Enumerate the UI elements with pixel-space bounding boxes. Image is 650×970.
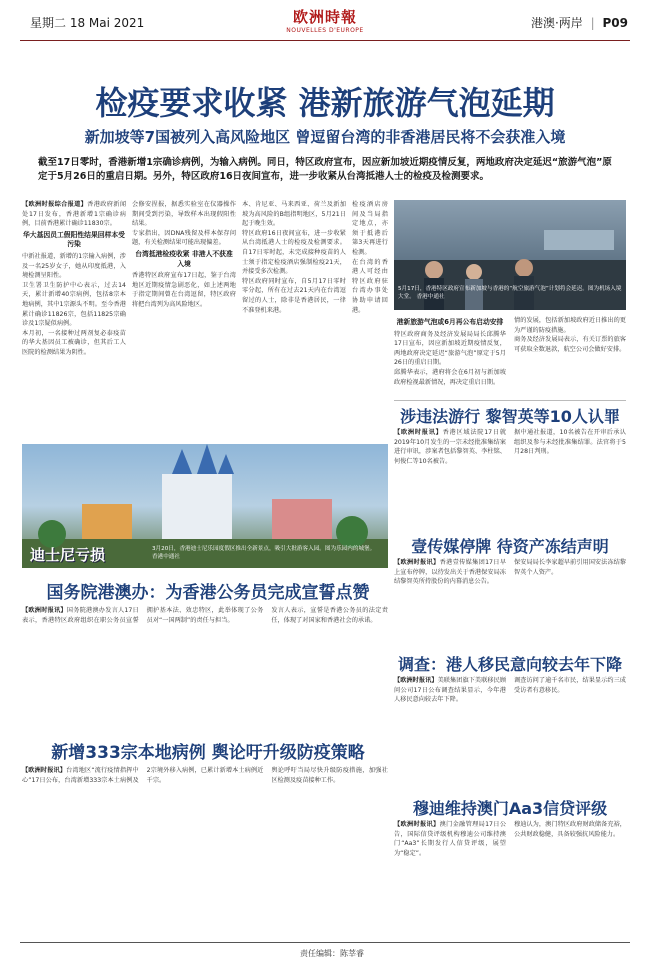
col2-p1: 会修安捏报，据悉实验室在仪器操作期间受到污染，导致样本出现假阳性结果。: [132, 201, 236, 228]
col1-p2: 中新社报道，新增的1宗输入病例，涉及一名25岁女子，她从印度抵港，入境检测呈阳性。: [22, 252, 126, 280]
newspaper-logo: [280, 6, 370, 34]
col5-p1: 特区政府商务及经济发展局局长邱腾华17日宣布，因应新加坡近期疫情反复，两地政府决定延迟“旅游气泡”原定于5月26日的重启日期。: [394, 330, 506, 367]
article-col-3: [242, 200, 346, 440]
col3-p1: 本、肯尼亚、马来西亚、荷兰及新加坡为高风险的B组指明地区，5月21日起于晚生效。: [242, 201, 346, 228]
col1-p1: 香港政府新闻处17日发布，香港新增1宗确诊病例，目前香港累计确诊11830宗。: [22, 201, 126, 228]
article-col-6: [514, 316, 626, 396]
logo-english: NOUVELLES D'EUROPE: [286, 27, 364, 34]
asset-tag: 【欧洲时报讯】: [394, 559, 440, 566]
col1-p4: 本月初，一名接种过两剂复必泰疫苗的华大基因员工被确诊，但其后工人医院的检测结果为阴性。: [22, 329, 126, 356]
local-p2: 舆论呼吁当局尽快升级防疫措施，加强社区检测及疫苗接种工作。: [271, 767, 388, 784]
protest-body: [394, 428, 626, 528]
footer-rule: [20, 942, 630, 943]
col5-subhead: 港新旅游气泡或6月再公布启动安排: [396, 318, 504, 326]
photo-disney-credit: 香港中通社: [152, 553, 180, 560]
civil-tag: 【欧洲时报讯】: [22, 607, 67, 614]
migration-p2: 调查访问了逾千名市民，结果显示约三成受访者有意移民。: [514, 677, 626, 694]
page-subheadline: 新加坡等7国被列入高风险地区 曾逗留台湾的非香港居民将不会获准入境: [84, 128, 566, 146]
col3-p3: 特区政府同时宣布，自5月17日零时零分起，所有在过去21天内在台湾逗留过的人士，除非是香港居民，一律不准登机来港。: [242, 277, 346, 314]
col6-p2: 商务及经济发展局表示，有关订票的旅客可获取全数退款，航空公司会做好安排。: [514, 336, 626, 353]
local-p1: 台湾地区“流行疫情指挥中心”17日公布，台湾新增333宗本土病例及2宗境外移入病例，已累计新增本土病例近千宗。: [22, 767, 264, 784]
macau-body: [394, 820, 626, 936]
page-headline: 检疫要求收紧 港新旅游气泡延期: [95, 84, 555, 122]
section-name: 港澳·两岸: [530, 16, 583, 30]
macau-title: 穆迪维持澳门Aa3信贷评级: [412, 799, 608, 818]
photo-airport-credit: 香港中通社: [416, 293, 445, 300]
photo-airport: [394, 200, 626, 310]
issue-date: 星期二 18 Mai 2021: [30, 16, 145, 30]
section-label: 港澳·两岸 | P09: [530, 16, 628, 30]
article-col-1: [22, 200, 126, 440]
editor-credit: 责任编辑：陈莘睿: [300, 949, 364, 958]
asset-p1: 香港壹传媒集团17日早上宣布停牌，以待发出关于香港保安局冻结黎智英所持股份的内幕消息公告。: [394, 559, 507, 586]
header-rule: [20, 40, 630, 41]
article-col-2: [132, 200, 236, 440]
col3-p2: 特区政府16日夜间宣布，进一步收紧从台湾抵港人士的检疫及检测要求。自17日零时起，未完成接种疫苗的人士须于指定检疫酒店强制检疫21天，并接受多次检测。: [242, 229, 346, 276]
migration-p1: 美联集团旗下美联移民顾问公司17日公布调查结果显示，今年港人移民意向较去年下降。: [394, 677, 507, 704]
macau-tag: 【欧洲时报讯】: [394, 821, 440, 828]
page-number: P09: [602, 16, 628, 30]
migration-body: [394, 676, 626, 786]
col1-tag: 【欧洲时报综合报道】: [22, 201, 88, 208]
col2-subhead: 台湾抵港检疫收紧 非港人不获准入境: [135, 249, 233, 268]
photo-disney-title: 迪士尼亏损: [30, 546, 106, 564]
col2-p2: 专家指出，因DNA残留及样本保存问题，有关检测结果可能出现偏差。: [132, 229, 236, 247]
col1-p3: 卫生署卫生防护中心表示，过去14天，累计新增40宗病例，包括8宗本地病例，其中1宗源头不明。至今香港累计确诊11826宗，包括11825宗确诊及1宗疑似病例。: [22, 281, 126, 328]
protest-tag: 【欧洲时报讯】: [394, 429, 443, 436]
col2-p3: 香港特区政府宣布17日起，鉴于台湾地区近期疫情急剧恶化，如上述两地于指定期间曾在台湾逗留，特区政府将把台湾列为高风险地区。: [132, 272, 236, 308]
article-col-4: [352, 200, 388, 440]
col5-p2: 邱腾华表示，港府将会在6月初与新加坡政府检视最新情况，再决定重启日期。: [394, 368, 506, 386]
protest-p1: 香港区域法院17日就2019年10月发生的一宗未经批准集结案进行审讯，涉案者包括黎智英、李柱铭、何俊仁等10名被告。: [394, 429, 506, 465]
migration-tag: 【欧洲时报讯】: [394, 677, 438, 684]
civil-title: 国务院港澳办：为香港公务员完成宣誓点赞: [46, 583, 370, 603]
logo-chinese: 欧洲時報: [292, 8, 357, 26]
photo-airport-caption: 5月17日，香港特区政府宣布新加坡与香港的“航空旅游气泡”计划将会延迟。图为机场入境大堂。: [398, 286, 622, 300]
local-title: 新增333宗本地病例 舆论吁升级防疫策略: [51, 743, 365, 763]
macau-p1: 澳门金融管理局17日公告，国际信贷评级机构穆迪公司维持澳门“Aa3”长期发行人信贷评级，展望为“稳定”。: [394, 821, 507, 857]
col6-p1: 情的发展，包括新加坡政府近日推出的更为严谨的防疫措施。: [514, 317, 626, 334]
col1-subhead: 华大基因员工假阳性结果回样本受污染: [23, 230, 125, 249]
photo-disney-caption: 3月20日，香港迪士尼乐园度假区推出全新景点，吸引大批游客入园。图为乐园内的城堡。: [152, 546, 376, 552]
civil-p1: 国务院港澳办发言人17日表示，香港特区政府组织在职公务员宣誓拥护基本法、效忠特区，此举体现了公务员对“一国两制”的责任与担当。: [22, 607, 264, 624]
divider: [394, 400, 626, 401]
protest-title: 涉违法游行 黎智英等10人认罪: [400, 407, 620, 426]
photo-disney: [22, 444, 388, 568]
local-tag: 【欧洲时报讯】: [22, 767, 67, 774]
asset-body: [394, 558, 626, 648]
civil-body: [22, 606, 388, 732]
asset-title: 壹传媒停牌 待资产冻结声明: [411, 537, 609, 556]
macau-p2: 穆迪认为，澳门特区政府财政储备充裕，公共财政稳健，具备较强抗风险能力。: [514, 821, 626, 838]
protest-p2: 据中通社报道，10名被告在开审后承认组织及参与未经批准集结罪。法官将于5月28日判刑。: [514, 429, 626, 456]
migration-title: 调查：港人移民意向较去年下降: [397, 655, 622, 674]
lead-paragraph: 截至17日零时，香港新增1宗确诊病例，为输入病例。同日，特区政府宣布，因应新加坡近期疫情反复，两地政府决定延迟“旅游气泡”原定于5月26日的重启日期。另外，特区政府16日夜间宣布，进一步收紧从台湾抵港人士的检疫及检测要求。: [38, 157, 612, 182]
col4-p1: 检疫酒店房间及当局指定地点，亦须于抵港后第3天再进行检测。: [352, 201, 388, 256]
civil-p2: 发言人表示，宣誓是香港公务员的法定责任，体现了对国家和香港社会的承诺。: [271, 607, 388, 624]
asset-p2: 保安局局长李家超早前引用国安法冻结黎智英个人资产。: [514, 559, 626, 576]
col4-p2: 在台湾的香港人可经由特区政府驻台湾办事处协助申请回港。: [352, 258, 388, 314]
local-body: [22, 766, 388, 936]
article-col-5: [394, 316, 506, 396]
